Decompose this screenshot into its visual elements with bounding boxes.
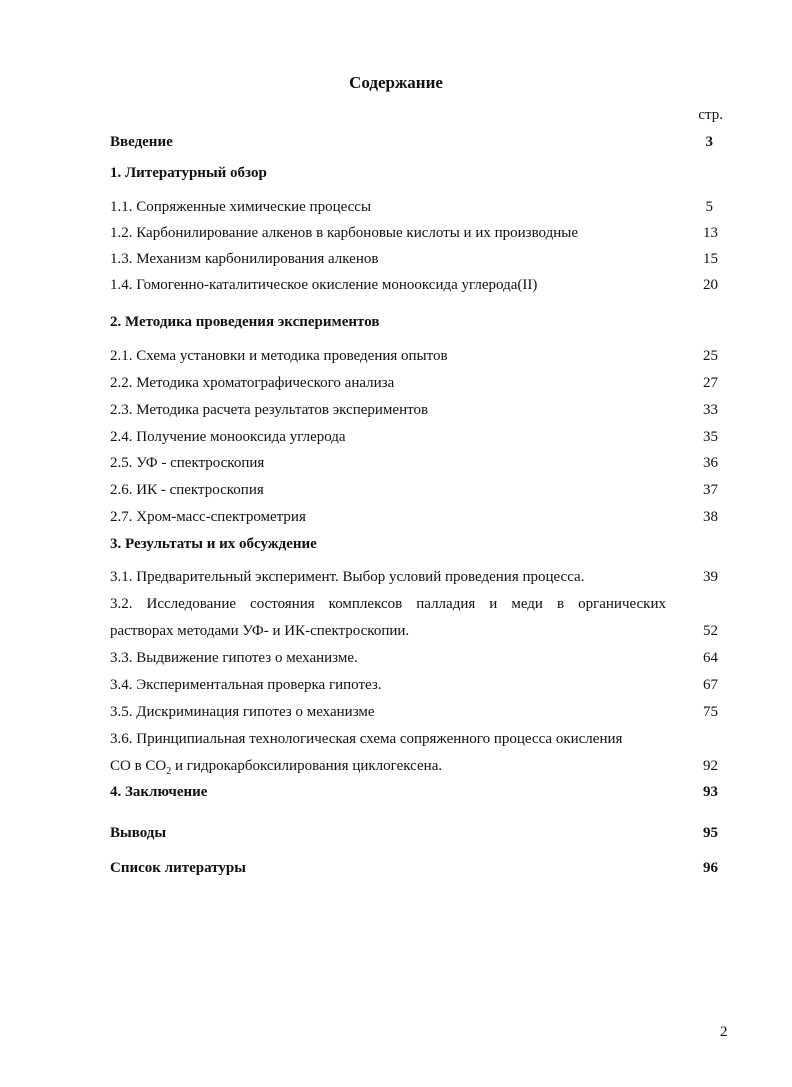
toc-entry-2-1 (110, 348, 718, 365)
toc-entry-page: 36 (703, 455, 718, 471)
toc-entry-text: растворах методами УФ- и ИК-спектроскопии. (110, 623, 410, 639)
toc-entry-text: 2. Методика проведения экспериментов (110, 314, 380, 330)
toc-entry-1-4 (110, 277, 718, 294)
toc-entry-page: 13 (703, 225, 718, 241)
toc-entry-text: 1.4. Гомогенно-каталитическое окисление монооксида углерода(II) (110, 277, 538, 293)
toc-entry-text: Введение (110, 134, 173, 150)
toc-section-3 (110, 536, 718, 553)
toc-entry-page: 27 (703, 375, 718, 391)
toc-entry-3-2-cont (110, 623, 718, 640)
toc-entry-text: 3.6. Принципиальная технологическая схема сопряженного процесса окисления (110, 731, 623, 747)
toc-entry-text: 1.3. Механизм карбонилирования алкенов (110, 251, 379, 267)
toc-entry-page: 95 (703, 825, 718, 841)
toc-entry-text: 2.5. УФ - спектроскопия (110, 455, 265, 471)
toc-entry-1-2 (110, 225, 718, 242)
toc-entry-text-pre: СО в СО (110, 758, 167, 774)
toc-entry-text: 1. Литературный обзор (110, 165, 267, 181)
subscript-2: 2 (166, 766, 172, 777)
toc-entry-page: 92 (703, 758, 718, 774)
toc-entry-1-1 (110, 199, 718, 216)
toc-entry-3-5 (110, 704, 718, 721)
toc-entry-page: 96 (703, 860, 718, 876)
toc-entry-page: 39 (703, 569, 718, 585)
page-title: Содержание (349, 73, 443, 92)
toc-entry-page: 64 (703, 650, 718, 666)
toc-entry-page: 35 (703, 429, 718, 445)
toc-entry-page: 25 (703, 348, 718, 364)
toc-entry-page: 38 (703, 509, 718, 525)
toc-entry-text: Список литературы (110, 860, 246, 876)
toc-entry-text: 3.1. Предварительный эксперимент. Выбор условий проведения процесса. (110, 569, 585, 585)
toc-entry-2-4 (110, 429, 718, 446)
toc-entry-3-6-cont (110, 758, 718, 777)
toc-entry-page: 37 (703, 482, 718, 498)
toc-entry-text: 3. Результаты и их обсуждение (110, 536, 317, 552)
toc-entry-text: 1.1. Сопряженные химические процессы (110, 199, 372, 215)
toc-entry-page: 93 (703, 784, 718, 800)
toc-entry-text: 2.4. Получение монооксида углерода (110, 429, 346, 445)
toc-entry-page: 67 (703, 677, 718, 693)
toc-entry-1-3 (110, 251, 718, 268)
toc-entry-page: 20 (703, 277, 718, 293)
toc-section-1 (110, 165, 718, 182)
toc-entry-page: 33 (703, 402, 718, 418)
toc-entry-text: 3.4. Экспериментальная проверка гипотез. (110, 677, 382, 693)
toc-section-2 (110, 314, 718, 331)
toc-entry-findings (110, 825, 718, 842)
toc-entry-page: 75 (703, 704, 718, 720)
toc-entry-text: 2.1. Схема установки и методика проведения опытов (110, 348, 448, 364)
toc-entry-text: 1.2. Карбонилирование алкенов в карбоновые кислоты и их производные (110, 225, 579, 241)
toc-entry-page: 3 (705, 134, 713, 150)
toc-entry-page: 5 (705, 199, 713, 215)
toc-entry-text: 4. Заключение (110, 784, 208, 800)
toc-entry-text: 2.3. Методика расчета результатов экспериментов (110, 402, 429, 418)
toc-entry-2-6 (110, 482, 718, 499)
toc-entry-text (110, 758, 442, 777)
toc-entry-text: 2.6. ИК - спектроскопия (110, 482, 264, 498)
toc-entry-text: 2.7. Хром-масс-спектрометрия (110, 509, 306, 525)
toc-entry-3-4 (110, 677, 718, 694)
toc-entry-text: 3.5. Дискриминация гипотез о механизме (110, 704, 375, 720)
toc-entry-text-post: и гидрокарбоксилирования циклогексена. (171, 758, 443, 774)
toc-entry-3-1 (110, 569, 718, 586)
page-number: 2 (720, 1024, 728, 1040)
toc-entry-page: 52 (703, 623, 718, 639)
toc-entry-3-6 (110, 731, 718, 748)
toc-entry-2-5 (110, 455, 718, 472)
toc-entry-references (110, 860, 718, 877)
page-column-label: стр. (698, 107, 723, 123)
toc-entry-conclusion (110, 784, 718, 801)
toc-entry-page: 15 (703, 251, 718, 267)
toc-entry-text: 3.3. Выдвижение гипотез о механизме. (110, 650, 358, 666)
toc-entry-3-3 (110, 650, 718, 667)
toc-entry-text: 3.2. Исследование состояния комплексов палладия и меди в органических (110, 596, 666, 612)
toc-entry-text: Выводы (110, 825, 167, 841)
toc-entry-2-2 (110, 375, 718, 392)
toc-entry-2-3 (110, 402, 718, 419)
toc-entry-2-7 (110, 509, 718, 526)
toc-entry-3-2 (110, 596, 718, 613)
toc-entry-introduction (110, 134, 718, 151)
toc-entry-text: 2.2. Методика хроматографического анализа (110, 375, 395, 391)
